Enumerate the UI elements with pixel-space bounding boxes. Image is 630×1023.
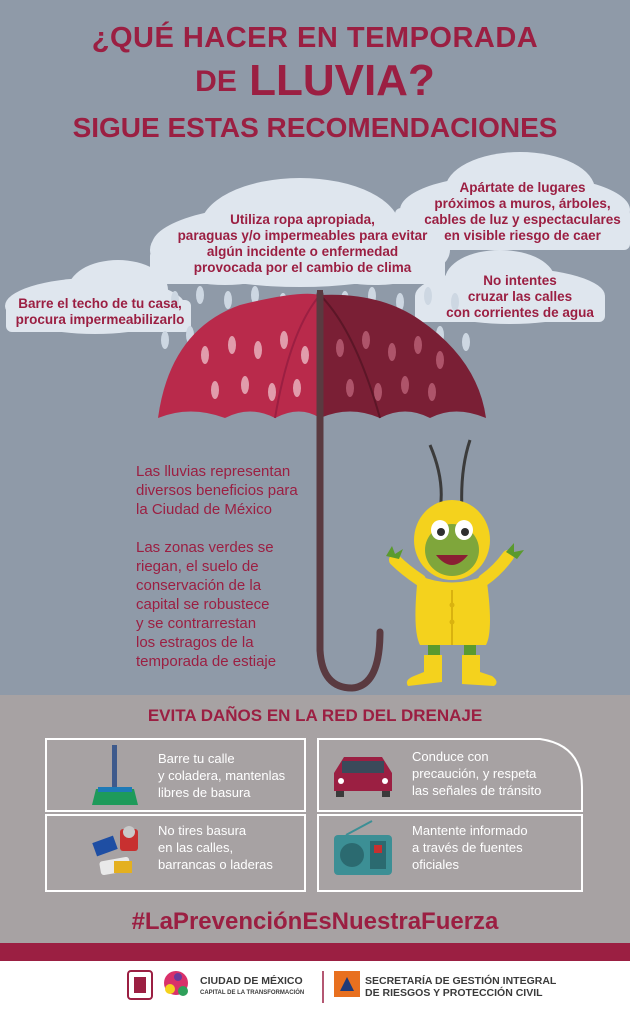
cloud-text-line: Apártate de lugares (459, 180, 586, 195)
card-line: las señales de tránsito (412, 783, 542, 798)
secretaria-line-1: SECRETARÍA DE GESTIÓN INTEGRAL (365, 975, 557, 987)
card-text-trash (158, 822, 273, 873)
card-text-car (412, 748, 541, 799)
cloud-text-line: con corrientes de agua (446, 305, 594, 320)
body-line: diversos beneficios para (136, 482, 298, 499)
body-line: Las zonas verdes se (136, 539, 274, 556)
cloud-text-walls (420, 180, 625, 244)
cdmx-tagline: CAPITAL DE LA TRANSFORMACIÓN (200, 990, 305, 996)
hashtag: #LaPrevenciónEsNuestraFuerza (131, 908, 499, 935)
benefits-paragraph (136, 462, 326, 519)
cloud-text-line: próximos a muros, árboles, (434, 196, 611, 211)
cdmx-logo-text (200, 975, 304, 999)
footer-accent-band (0, 943, 630, 961)
secretaria-logo-text (365, 975, 556, 999)
green-zones-paragraph (136, 538, 326, 671)
radio-icon (334, 821, 392, 875)
title-line-3: SIGUE ESTAS RECOMENDACIONES (72, 112, 558, 143)
car-icon (334, 757, 392, 797)
cloud-text-line: procura impermeabilizarlo (15, 312, 185, 327)
cdmx-flower-logo-icon (164, 971, 188, 996)
title-line-1: ¿QUÉ HACER EN TEMPORADA (91, 22, 539, 54)
cloud-text-roof (10, 296, 190, 328)
cloud-text-line: Barre el techo de tu casa, (18, 296, 182, 311)
card-line: No tires basura (158, 823, 247, 838)
card-line: oficiales (412, 857, 459, 872)
body-line: capital se robustece (136, 596, 270, 613)
card-line: en las calles, (158, 840, 234, 855)
title-prefix: DE (195, 65, 237, 98)
card-line: precaución, y respeta (412, 766, 537, 781)
body-line: riegan, el suelo de (136, 558, 259, 575)
card-line: a través de fuentes (412, 840, 523, 855)
card-text-radio (412, 822, 528, 873)
body-line: Las lluvias representan (136, 463, 291, 480)
cloud-text-streets (440, 273, 600, 321)
drainage-title: EVITA DAÑOS EN LA RED DEL DRENAJE (147, 706, 483, 725)
cdmx-shield-icon (128, 971, 152, 999)
body-line: temporada de estiaje (136, 653, 277, 670)
cloud-text-line: algún incidente o enfermedad (206, 244, 399, 259)
card-line: Conduce con (412, 749, 489, 764)
trash-icon (92, 826, 138, 875)
cloud-text-line: Utiliza ropa apropiada, (230, 212, 375, 227)
card-line: Mantente informado (412, 823, 528, 838)
card-line: barrancas o laderas (158, 857, 273, 872)
broom-icon (92, 745, 138, 805)
civil-protection-icon (334, 971, 360, 997)
card-text-broom (158, 750, 285, 801)
card-line: libres de basura (158, 785, 251, 800)
cloud-text-line: en visible riesgo de caer (444, 228, 601, 243)
cloud-text-clothing (175, 212, 430, 276)
cloud-text-line: cruzar las calles (467, 289, 573, 304)
cloud-text-line: provocada por el cambio de clima (193, 260, 412, 275)
body-line: la Ciudad de México (136, 501, 272, 518)
title-big-word: LLUVIA? (249, 56, 435, 105)
cloud-text-line: cables de luz y espectaculares (424, 212, 621, 227)
frog-mascot (386, 440, 524, 686)
body-line: y se contrarrestan (136, 615, 257, 632)
body-line: conservación de la (136, 577, 262, 594)
card-line: y coladera, mantenlas (158, 768, 286, 783)
cdmx-name: CIUDAD DE MÉXICO (200, 975, 303, 987)
secretaria-line-2: DE RIESGOS Y PROTECCIÓN CIVIL (365, 987, 543, 999)
cloud-text-line: No intentes (483, 273, 557, 288)
body-line: los estragos de la (136, 634, 254, 651)
cloud-text-line: paraguas y/o impermeables para evitar (177, 228, 428, 243)
card-line: Barre tu calle (158, 751, 235, 766)
